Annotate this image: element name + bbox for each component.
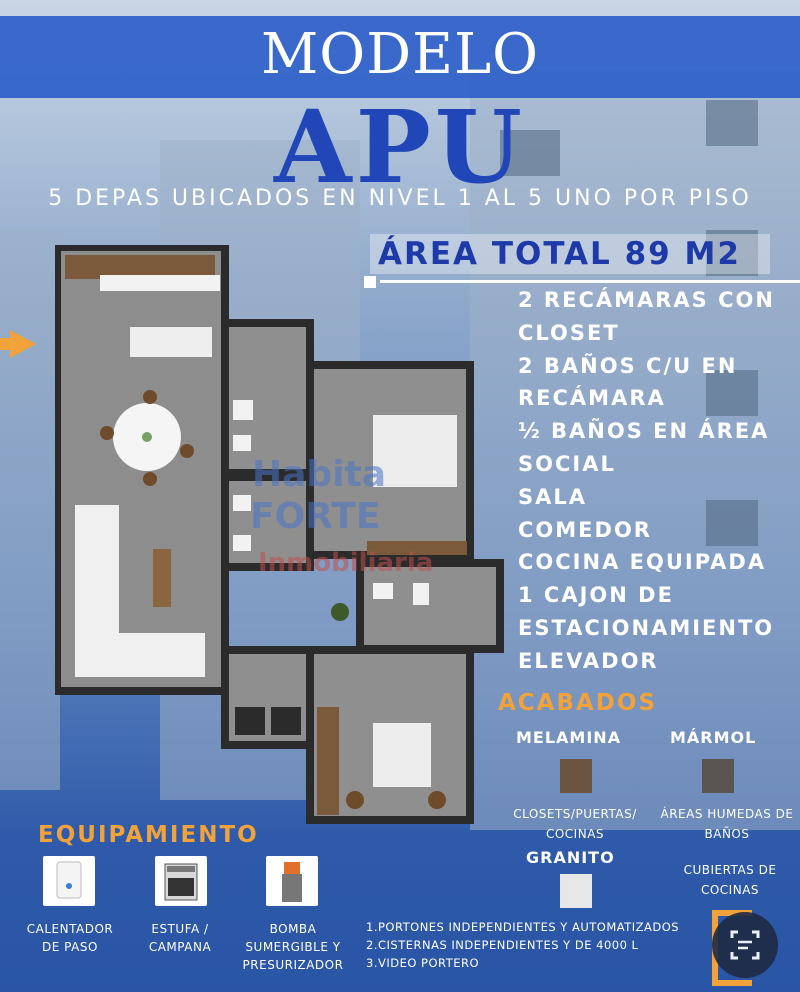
acabados-title: ACABADOS bbox=[498, 690, 658, 716]
equipment-label-line: CALENTADOR bbox=[26, 922, 114, 936]
extras-item: 2.CISTERNAS INDEPENDIENTES Y DE 4000 L bbox=[366, 938, 639, 952]
extras-list bbox=[366, 918, 679, 972]
extras-item: 1.PORTONES INDEPENDIENTES Y AUTOMATIZADOS bbox=[366, 920, 680, 934]
equipment-label-line: PRESURIZADOR bbox=[242, 958, 344, 972]
watermark-line: FORTE bbox=[250, 496, 381, 537]
watermark-line: Habita bbox=[252, 454, 387, 495]
watermark-logo bbox=[250, 496, 380, 537]
granito-use-line: CUBIERTAS DE bbox=[683, 863, 777, 877]
model-label: MODELO bbox=[260, 22, 540, 87]
equipment-label-line: SUMERGIBLE Y bbox=[245, 940, 341, 954]
melamina-use-line: CLOSETS/PUERTAS/ bbox=[513, 807, 637, 821]
entrance-arrow-icon bbox=[10, 330, 36, 358]
watermark-logo bbox=[258, 548, 433, 578]
marmol-use-line: BAÑOS bbox=[704, 827, 750, 841]
watermark-line: Inmobiliaria bbox=[258, 548, 434, 578]
feature-line: ELEVADOR bbox=[518, 648, 659, 673]
feature-line: SALA bbox=[518, 484, 588, 509]
equipment-label-line: ESTUFA / bbox=[151, 922, 209, 936]
water-heater-icon bbox=[43, 856, 95, 906]
pump-icon bbox=[266, 856, 318, 906]
feature-line: COCINA EQUIPADA bbox=[518, 550, 767, 575]
feature-line: ESTACIONAMIENTO bbox=[518, 615, 775, 640]
scan-text-icon bbox=[712, 912, 778, 978]
equipment-label bbox=[130, 920, 230, 956]
melamina-label: MELAMINA bbox=[516, 728, 622, 747]
marmol-swatch bbox=[702, 759, 734, 793]
feature-line: ½ BAÑOS EN ÁREA bbox=[518, 419, 770, 444]
melamina-swatch bbox=[560, 759, 592, 793]
melamina-use bbox=[500, 804, 650, 844]
marmol-label: MÁRMOL bbox=[670, 728, 757, 747]
equipment-label-line: CAMPANA bbox=[148, 940, 212, 954]
stove-icon bbox=[155, 856, 207, 906]
area-total: ÁREA TOTAL 89 M2 bbox=[378, 236, 741, 272]
scan-text-button[interactable] bbox=[712, 912, 778, 978]
granito-swatch bbox=[560, 874, 592, 908]
background-building-left bbox=[0, 230, 60, 790]
feature-line: RECÁMARA bbox=[518, 386, 666, 411]
features-list bbox=[518, 284, 800, 678]
feature-line: SOCIAL bbox=[518, 451, 616, 476]
model-name: APU bbox=[274, 88, 526, 206]
melamina-use-line: COCINAS bbox=[545, 827, 605, 841]
marmol-use bbox=[654, 804, 800, 844]
watermark-logo bbox=[252, 454, 386, 495]
feature-line: 1 CAJON DE bbox=[518, 583, 674, 608]
equipamiento-title: EQUIPAMIENTO bbox=[38, 822, 259, 848]
extras-item: 3.VIDEO PORTERO bbox=[366, 956, 480, 970]
equipment-label-line: DE PASO bbox=[42, 940, 98, 954]
granito-use-line: COCINAS bbox=[700, 883, 760, 897]
subtitle: 5 DEPAS UBICADOS EN NIVEL 1 AL 5 UNO POR PISO bbox=[48, 186, 752, 211]
feature-line: 2 RECÁMARAS CON bbox=[518, 288, 775, 312]
granito-label: GRANITO bbox=[526, 848, 615, 867]
marmol-use-line: ÁREAS HUMEDAS DE bbox=[660, 807, 794, 821]
feature-line: 2 BAÑOS C/U EN bbox=[518, 353, 738, 378]
feature-line: CLOSET bbox=[518, 320, 620, 345]
equipment-label bbox=[236, 920, 350, 974]
granito-use bbox=[660, 860, 800, 900]
feature-line: COMEDOR bbox=[518, 517, 652, 542]
equipment-label-line: BOMBA bbox=[269, 922, 317, 936]
equipment-label bbox=[20, 920, 120, 956]
